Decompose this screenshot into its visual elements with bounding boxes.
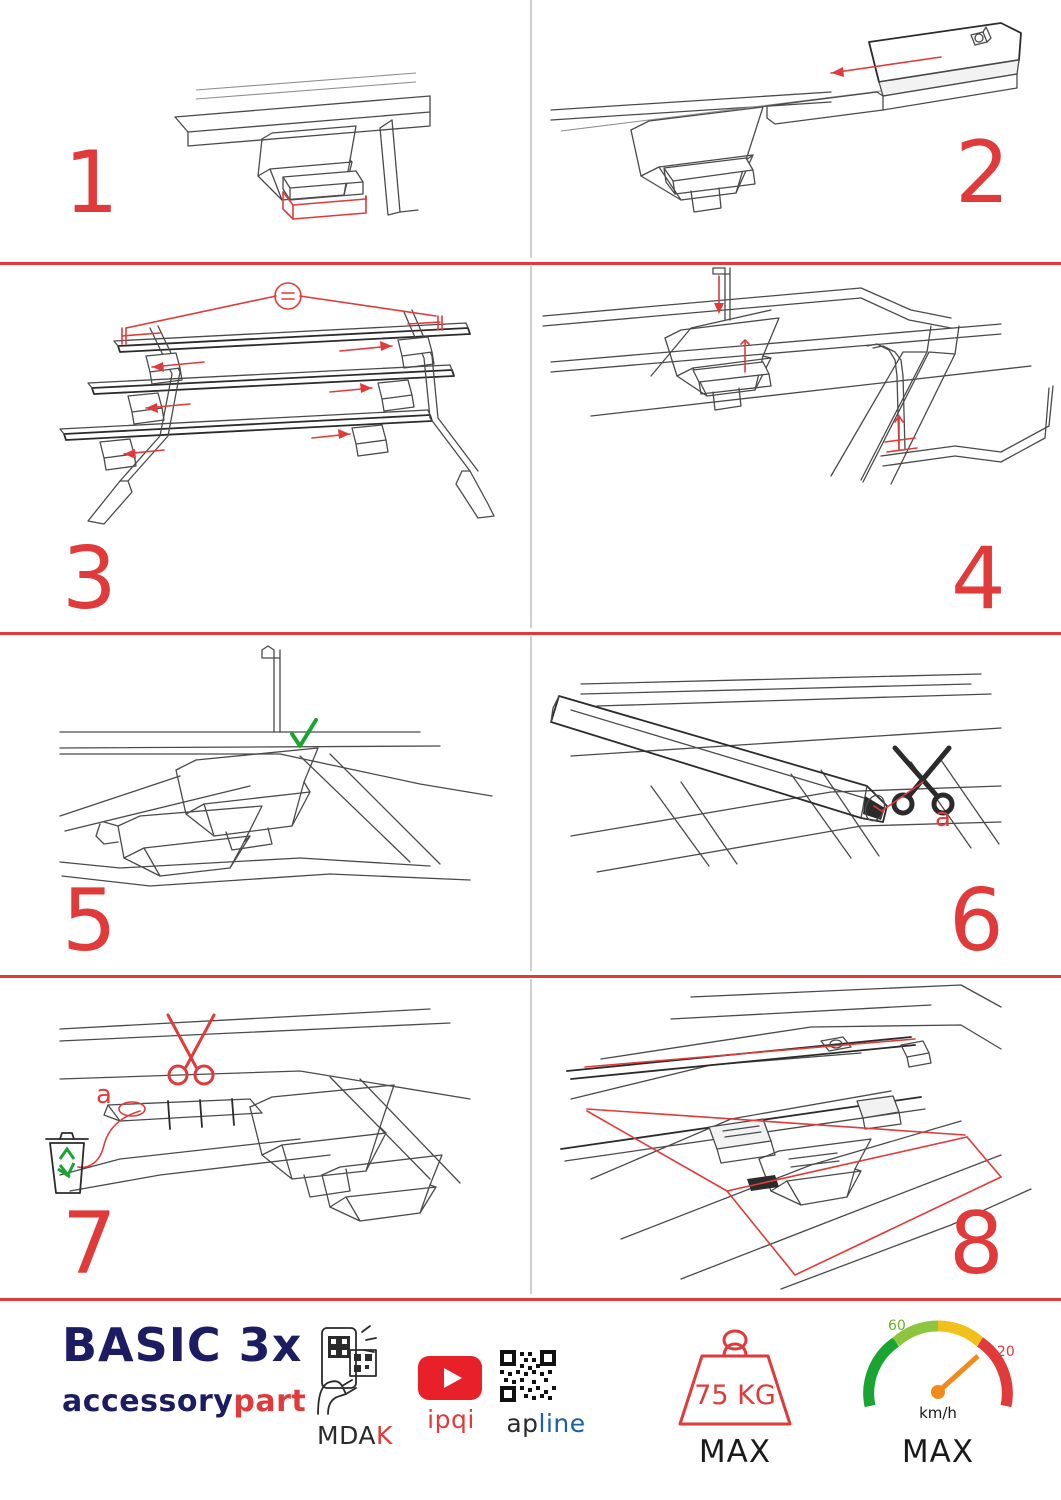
qr-scan-icon — [300, 1324, 410, 1416]
step-1-panel — [0, 0, 530, 260]
step-2-number: 2 — [955, 123, 1010, 223]
step-2-panel — [531, 0, 1061, 260]
divider-row2 — [0, 632, 1061, 635]
step-1-number: 1 — [64, 133, 119, 233]
step-4-number: 4 — [951, 529, 1006, 629]
apline-logo — [488, 1346, 608, 1438]
speed-tick-60: 60 — [888, 1318, 906, 1334]
label-a-step7: a — [96, 1080, 112, 1110]
step-6-number: 6 — [949, 871, 1004, 971]
brand-subtitle: accessorypart — [62, 1384, 307, 1419]
step-7-panel — [0, 979, 530, 1297]
mdak-logo — [300, 1324, 410, 1450]
step-7-number: 7 — [62, 1194, 117, 1294]
max-speed-block — [848, 1306, 1028, 1470]
step-5-number: 5 — [62, 871, 117, 971]
ipqi-caption: ipqi — [427, 1405, 475, 1434]
logo-row — [300, 1324, 600, 1464]
label-a-step6: a — [935, 803, 951, 833]
step-8-panel — [531, 979, 1061, 1297]
brand-title: BASIC 3x — [62, 1318, 303, 1372]
step-8-number: 8 — [949, 1194, 1004, 1294]
apline-caption: apline — [506, 1409, 586, 1438]
max-load-block — [640, 1312, 830, 1470]
speed-tick-120: 120 — [988, 1344, 1015, 1360]
brand-block — [62, 1320, 306, 1420]
step-5-panel — [0, 636, 530, 973]
step-3-panel — [0, 266, 530, 630]
speedometer-icon — [848, 1306, 1028, 1432]
mdak-caption: MDAK — [317, 1421, 393, 1450]
weight-icon — [640, 1312, 830, 1432]
divider-row3 — [0, 975, 1061, 978]
step-3-number: 3 — [62, 529, 117, 629]
step-4-panel — [531, 266, 1061, 630]
qr-code-icon — [488, 1346, 608, 1404]
max-load-label: MAX — [698, 1434, 772, 1470]
step-6-panel — [531, 636, 1061, 973]
speed-unit: km/h — [919, 1404, 957, 1422]
youtube-icon[interactable] — [408, 1350, 494, 1400]
recycle-bin-icon — [46, 1133, 88, 1193]
divider-row1 — [0, 262, 1061, 265]
ipqi-logo — [408, 1350, 494, 1434]
footer — [0, 1300, 1061, 1500]
max-speed-label: MAX — [901, 1434, 975, 1470]
max-load-value: 75 KG — [694, 1380, 776, 1411]
